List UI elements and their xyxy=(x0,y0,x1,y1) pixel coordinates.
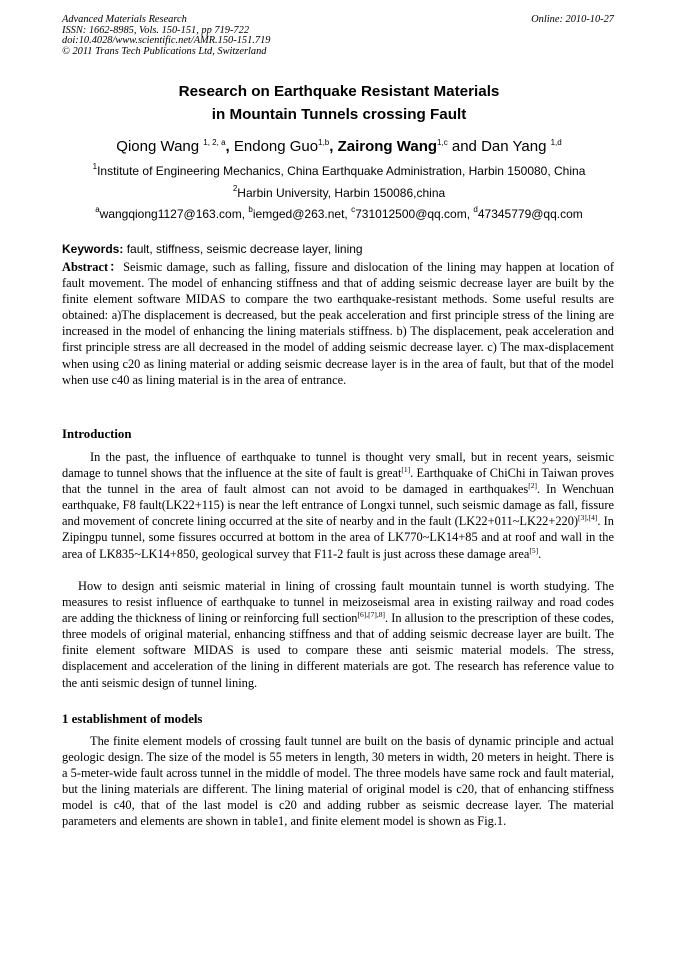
author-emails: $^a$wangqiong1127@163.com, $^b$iemged@263.net, $^c$731012500@qq.com, $^d$47345779@qq.com xyxy=(95,205,583,221)
intro-paragraph-2: How to design anti seismic material in lining of crossing fault mountain tunnel is worth studying. The measures to resist influence of earthquake to tunnel in meizoseismal area in existing railway and road codes are adding the thickness of lining or reinforcing full section[6],[7],8]. In allusion to the prescription of these codes, three models of original material, enhancing stiffness and that of adding seismic decrease layer are built. The finite element software MIDAS is used to compare these anti seismic material models. The stress, displacement and acceleration of the lining in different materials are got. The research has reference value to the anti seismic design of tunnel lining. xyxy=(62,579,614,690)
abstract-label: Abstract： xyxy=(62,260,124,274)
citation: [5] xyxy=(529,545,539,555)
online-date: Online: 2010-10-27 xyxy=(531,14,614,25)
paper-title xyxy=(0,80,678,126)
section-heading-introduction: Introduction xyxy=(62,427,132,441)
author-list: Qiong Wang $^{1, 2, a}$, Endong Guo$^{1,b}$, Zairong Wang$^{1,c}$ and Dan Yang $^{1,d}$ xyxy=(116,138,562,155)
email-link[interactable]: iemged@263.net, xyxy=(252,207,348,221)
email-link[interactable]: wangqiong1127@163.com, xyxy=(99,207,246,221)
abstract xyxy=(62,259,614,388)
affiliation-1: $^1$Institute of Engineering Mechanics, China Earthquake Administration, Harbin 150080, China xyxy=(92,162,586,178)
title-line-1: Research on Earthquake Resistant Materials xyxy=(178,83,500,100)
author-name: Dan Yang xyxy=(481,138,547,155)
section1-paragraph: The finite element models of crossing fault tunnel are built on the basis of dynamic principle and actual geologic design. The size of the model is 55 meters in length, 30 meters in width, 20 meters in height. There is a 5-meter-wide fault across tunnel in the middle of model. The three models have same rock and fault material, but the lining materials are different. The lining material of original model is c20, that of enhancing stiffness model is c40, that of the last model is c20 and adding rubber as seismic decrease layer. The material parameters and elements are shown in table1, and finite element model is shown as Fig.1. xyxy=(62,734,614,829)
author-sup: 1, 2, a xyxy=(203,138,226,147)
keywords-text: fault, stiffness, seismic decrease layer, lining xyxy=(126,242,363,256)
author-name: Qiong Wang xyxy=(116,138,200,155)
author-name: Endong Guo xyxy=(233,138,319,155)
author-conjunction: and xyxy=(451,138,477,155)
citation: [2] xyxy=(528,481,537,491)
affiliation-2: $^2$Harbin University, Harbin 150086,china xyxy=(232,184,446,200)
citation: [3],[4] xyxy=(578,513,598,523)
journal-header xyxy=(62,15,442,57)
email-link[interactable]: 47345779@qq.com xyxy=(477,207,583,221)
citation: [1] xyxy=(401,465,411,475)
journal-issn: ISSN: 1662-8985, Vols. 150-151, pp 719-722 xyxy=(62,24,250,36)
author-sup: 1,c xyxy=(437,138,448,147)
author-sup: 1,d xyxy=(550,138,562,147)
journal-name: Advanced Materials Research xyxy=(62,14,187,25)
intro-paragraph-1: In the past, the influence of earthquake to tunnel is thought very small, but in recent years, seismic damage to tunnel shows that the influence at the site of fault is great[1]. Earthquake of ChiChi in Taiwan proves that the tunnel in the area of fault almost can not avoid to be damaged in earthquakes[2]. In Wenchuan earthquake, F8 fault(LK22+115) is near the left entrance of Longxi tunnel, such seismic damage as fall, fissure and movement of concrete lining occurred at the site of nearby and in the fault (LK22+011~LK22+220)[3],[4]. In Zipingpu tunnel, some fissures occurred at bottom in the area of LK770~LK14+85 and at roof and wall in the area of LK835~LK14+850, geological survey that F11-2 fault is just across these damage area[5]. xyxy=(62,450,614,561)
title-line-2: in Mountain Tunnels crossing Fault xyxy=(211,106,467,123)
author-sup: 1,b xyxy=(318,138,330,147)
abstract-text: Seismic damage, such as falling, fissure and dislocation of the lining may happen at location of fault movement. The model of enhancing stiffness and that of adding seismic decrease layer are built by the finite element software MIDAS to compare the two earthquake-resistant methods. Some useful results are obtained: a)The displacement is decreased, but the peak acceleration and first principle stress of the lining are increased in the model of enhancing the lining materials stiffness. b) The displacement, peak acceleration and first principle stress are all decreased in the model of adding seismic decrease layer. c) The max-displacement when using c20 as lining material or adding seismic decrease layer is in the area of fault, but that of the model when use c40 as lining material is in the area of entrance. xyxy=(62,260,614,387)
section-heading-models: 1 establishment of models xyxy=(62,712,203,726)
keywords-label: Keywords: xyxy=(62,242,124,256)
author-name: Zairong Wang xyxy=(337,138,438,155)
keywords xyxy=(62,242,614,257)
journal-copyright: © 2011 Trans Tech Publications Ltd, Switzerland xyxy=(62,45,267,57)
citation: [6],[7],8] xyxy=(357,610,385,620)
email-link[interactable]: 731012500@qq.com, xyxy=(355,207,471,221)
journal-doi: doi:10.4028/www.scientific.net/AMR.150-151.719 xyxy=(62,35,271,47)
